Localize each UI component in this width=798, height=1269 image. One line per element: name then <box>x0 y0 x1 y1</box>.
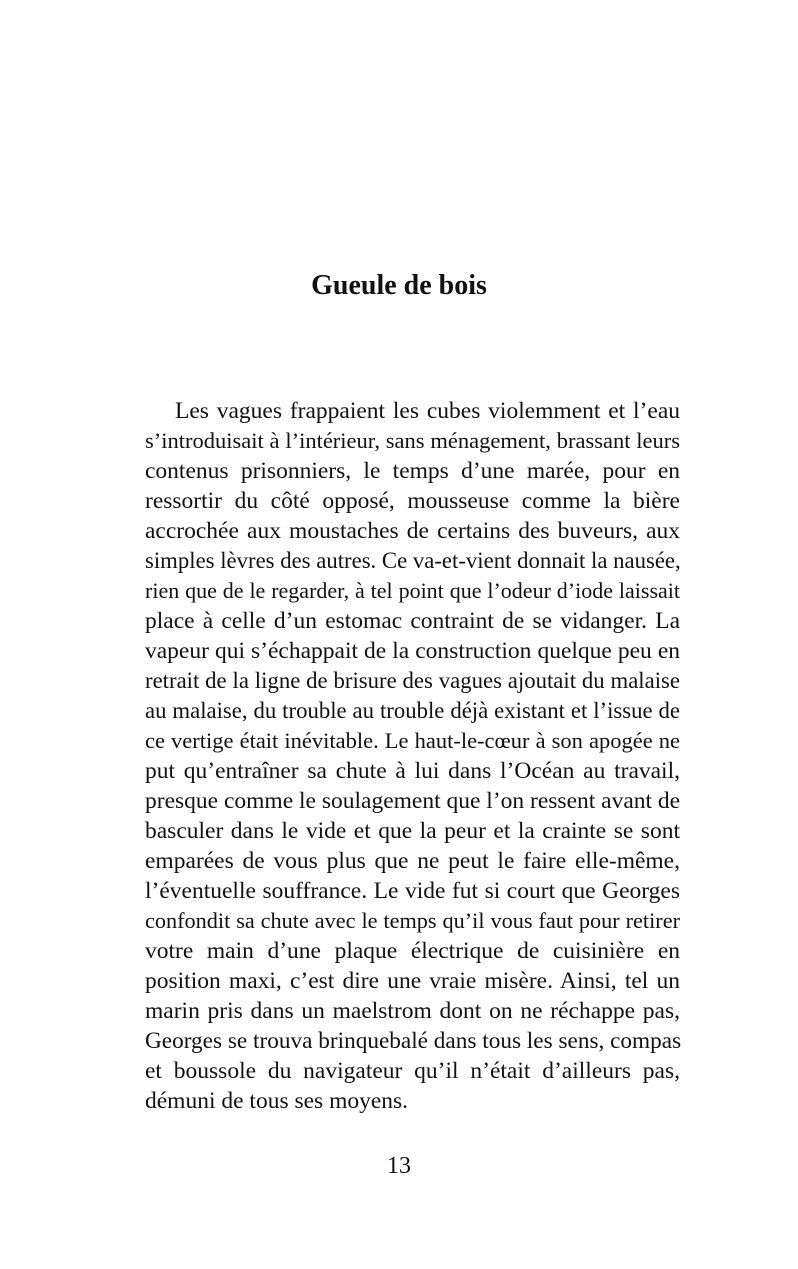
text-line: place à celle d’un estomac contraint de se vidanger. La <box>145 608 680 634</box>
text-line: au malaise, du trouble au trouble déjà existant et l’issue de <box>145 698 680 723</box>
text-line: simples lèvres des autres. Ce va-et-vient donnait la nausée, <box>145 548 681 573</box>
text-line: accrochée aux moustaches de certains des buveurs, aux <box>145 518 680 544</box>
text-line: ce vertige était inévitable. Le haut-le-cœur à son apogée ne <box>145 728 680 753</box>
text-line: ressortir du côté opposé, mousseuse comme la bière <box>145 488 680 514</box>
text-line: et boussole du navigateur qu’il n’était d’ailleurs pas, <box>145 1058 680 1084</box>
text-line: marin pris dans un maelstrom dont on ne réchappe pas, <box>145 998 680 1024</box>
text-line: contenus prisonniers, le temps d’une marée, pour en <box>145 458 680 484</box>
text-line: retrait de la ligne de brisure des vagues ajoutait du malaise <box>145 668 680 693</box>
text-line: s’introduisait à l’intérieur, sans ménagement, brassant leurs <box>145 428 680 453</box>
text-line: démuni de tous ses moyens. <box>145 1088 409 1114</box>
text-line: vapeur qui s’échappait de la construction quelque peu en <box>145 638 680 664</box>
page-number: 13 <box>387 1153 411 1179</box>
text-line: presque comme le soulagement que l’on ressent avant de <box>145 788 681 814</box>
text-line: put qu’entraîner sa chute à lui dans l’Océan au travail, <box>145 758 680 784</box>
text-line: emparées de vous plus que ne peut le faire elle-même, <box>145 848 680 874</box>
text-line: basculer dans le vide et que la peur et la crainte se sont <box>145 818 680 844</box>
text-line: Les vagues frappaient les cubes violemment et l’eau <box>175 398 680 424</box>
text-line: l’éventuelle souffrance. Le vide fut si court que Georges <box>145 878 680 904</box>
text-line: rien que de le regarder, à tel point que l’odeur d’iode laissait <box>145 578 680 603</box>
text-line: confondit sa chute avec le temps qu’il vous faut pour retirer <box>145 908 680 933</box>
text-line: position maxi, c’est dire une vraie misère. Ainsi, tel un <box>145 968 680 994</box>
body-paragraph <box>145 396 680 1116</box>
chapter-title: Gueule de bois <box>311 270 487 301</box>
text-line: Georges se trouva brinquebalé dans tous les sens, compas <box>145 1028 682 1054</box>
text-line: votre main d’une plaque électrique de cuisinière en <box>145 938 680 964</box>
